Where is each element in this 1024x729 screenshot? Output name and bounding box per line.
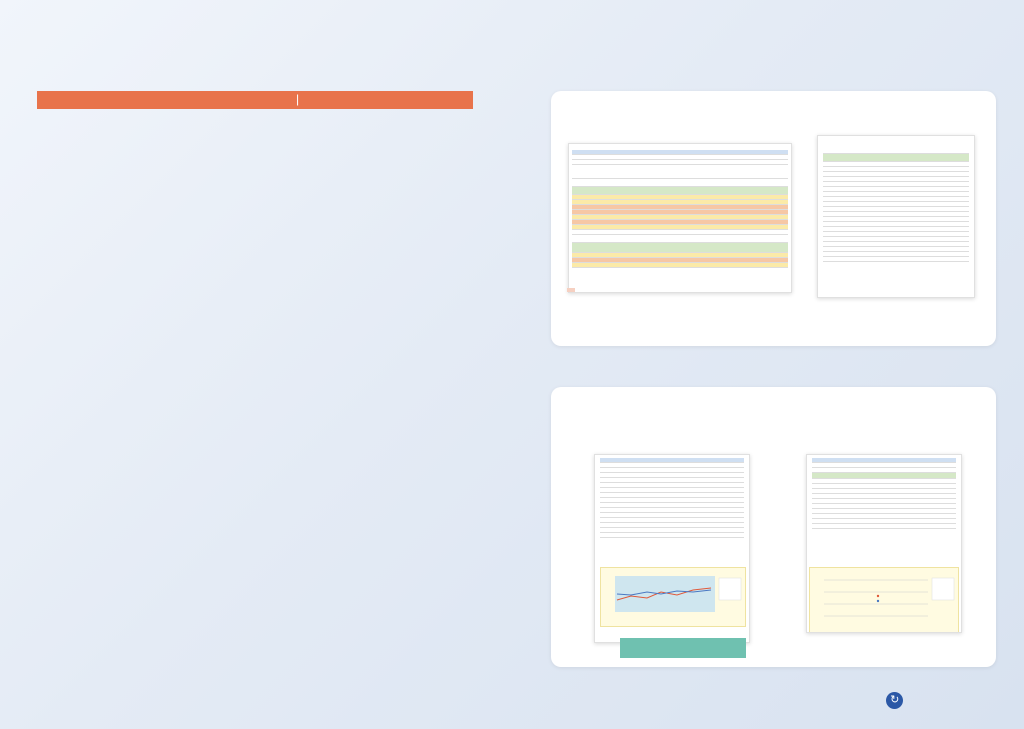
evacademy-logo [884,685,903,709]
reports-card-bottom [551,387,996,667]
ielts-score-chart [600,567,746,627]
class-structure-header: | [37,91,473,109]
monitoring-report-doc [568,143,792,293]
mini-logo [818,136,974,140]
upon-request-label [567,288,575,292]
ielts-analysis-heading [595,454,749,455]
esl-score-chart [809,567,959,633]
ielts-score-progress-label [620,638,746,658]
logo-mark-icon: ↻ [886,692,903,709]
esl-score-chart-grid [810,570,958,628]
esl-progress-heading [807,454,961,455]
ielts-analysis-doc [594,454,750,643]
esl-progress-doc [806,454,962,633]
ielts-score-chart-lines [601,570,745,620]
grammar-master-doc [817,135,975,298]
reports-card-top [551,91,996,346]
monitoring-report-heading [569,144,791,146]
